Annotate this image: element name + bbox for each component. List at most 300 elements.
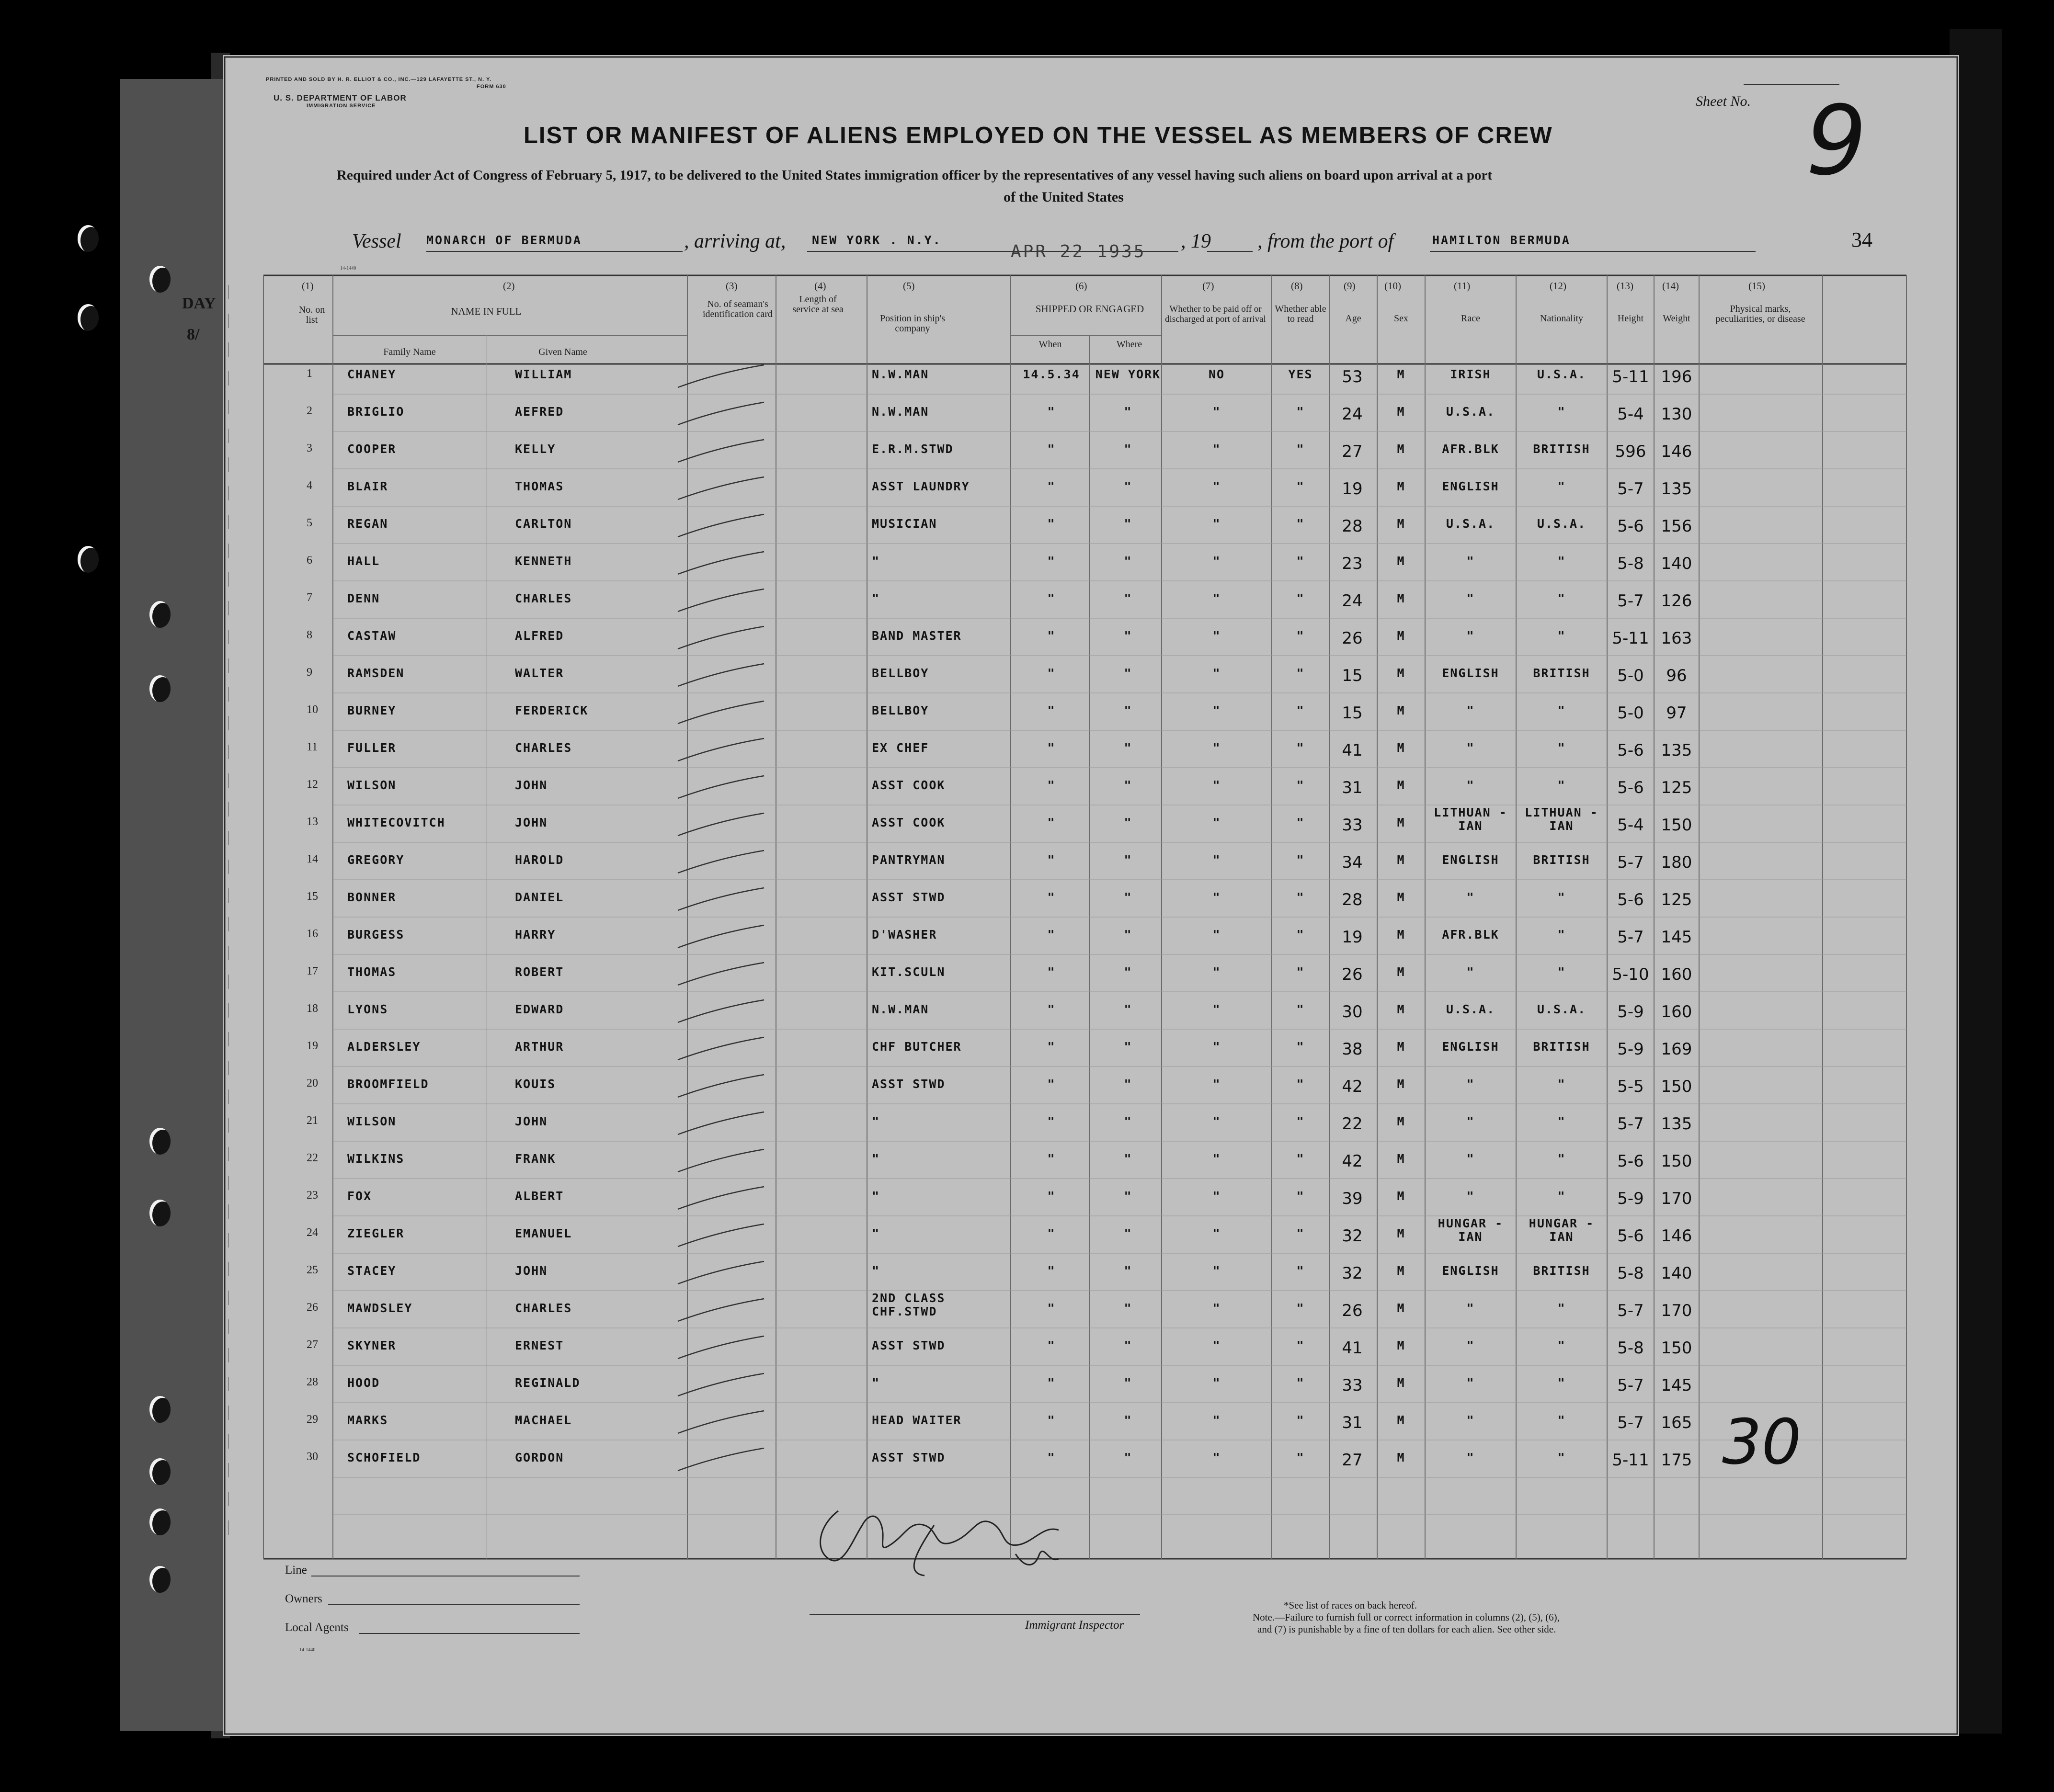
cell-given: ALFRED [515,629,564,643]
cell-no: 21 [307,1114,318,1127]
cell-where: " [1124,1301,1132,1315]
cell-position: N.W.MAN [872,405,929,419]
document-subtitle-line2: of the United States [1004,189,1124,205]
cell-nationality: " [1557,554,1566,568]
cell-paid: " [1212,816,1221,829]
cell-read: " [1296,1376,1305,1390]
cell-sex: M [1397,554,1405,568]
id-card-tick-mark [668,811,774,839]
cell-family: STACEY [347,1264,397,1278]
header-where: Where [1116,339,1142,350]
header-family-name: Family Name [383,347,436,357]
cell-height: 5-8 [1617,1338,1644,1358]
id-card-tick-mark [668,773,774,802]
cell-when: " [1047,1264,1056,1278]
cell-sex: M [1397,442,1405,456]
id-card-tick-mark [668,885,774,914]
cell-paid: " [1212,853,1221,867]
cell-when: " [1047,928,1056,941]
col-num-3: (3) [726,280,738,292]
id-card-tick-mark [668,587,774,615]
cell-where: " [1124,1040,1132,1054]
cell-height: 5-4 [1617,405,1644,424]
punch-hole [78,225,99,252]
tab-text-day-number: 8/ [187,326,200,343]
cell-weight: 135 [1661,1114,1692,1134]
cell-family: FOX [347,1189,372,1203]
cell-weight: 150 [1661,816,1692,835]
footer-owners-label: Owners [285,1592,322,1605]
cell-sex: M [1397,591,1405,605]
cell-no: 16 [307,928,318,940]
header-position: Position in ship's company [880,313,945,334]
cell-position: " [872,1264,880,1278]
cell-weight: 163 [1661,629,1692,648]
cell-race: " [1466,1077,1475,1091]
cell-read: " [1296,666,1305,680]
cell-paid: " [1212,479,1221,493]
cell-position: BAND MASTER [872,629,962,643]
cell-race: LITHUAN -IAN [1434,805,1507,833]
cell-position: ASST COOK [872,816,946,829]
cell-age: 34 [1342,853,1363,872]
cell-given: HAROLD [515,853,564,867]
col-num-2: (2) [503,280,515,292]
cell-sex: M [1397,1338,1405,1352]
id-card-tick-mark [668,1296,774,1325]
cell-weight: 150 [1661,1077,1692,1096]
cell-family: WILSON [347,778,397,792]
cell-read: " [1296,517,1305,531]
cell-race: " [1466,703,1475,717]
cell-paid: " [1212,703,1221,717]
cell-race: " [1466,965,1475,979]
cell-where: " [1124,1264,1132,1278]
cell-position: EX CHEF [872,741,929,755]
cell-where: " [1124,1451,1132,1464]
cell-race: " [1466,1413,1475,1427]
cell-where: " [1124,1413,1132,1427]
cell-weight: 96 [1666,666,1687,685]
cell-read: " [1296,1264,1305,1278]
cell-nationality: HUNGAR -IAN [1529,1216,1595,1244]
cell-weight: 135 [1661,741,1692,760]
footer-line-label: Line [285,1564,307,1577]
id-card-tick-mark [668,475,774,503]
cell-read: " [1296,1040,1305,1054]
cell-position: KIT.SCULN [872,965,946,979]
cell-when: " [1047,1152,1056,1166]
cell-given: ROBERT [515,965,564,979]
cell-nationality: " [1557,1413,1566,1427]
cell-age: 27 [1342,442,1363,461]
cell-when: " [1047,1189,1056,1203]
cell-position: HEAD WAITER [872,1413,962,1427]
cell-weight: 160 [1661,965,1692,984]
cell-read: " [1296,741,1305,755]
cell-age: 24 [1342,591,1363,611]
failure-note-line2: and (7) is punishable by a fine of ten dollars for each alien. See other side. [1257,1623,1556,1635]
cell-position: N.W.MAN [872,367,929,381]
document-subtitle-line1: Required under Act of Congress of February 5, 1917, to be delivered to the United States immigration officer by the representatives of any vessel having such aliens on board upon arrival at a port [337,168,1493,183]
cell-race: " [1466,554,1475,568]
cell-position: " [872,1376,880,1390]
cell-family: ALDERSLEY [347,1040,421,1054]
col-num-7: (7) [1202,280,1214,292]
cell-race: AFR.BLK [1442,928,1499,941]
cell-no: 28 [307,1376,318,1388]
cell-when: " [1047,1451,1056,1464]
cell-family: MARKS [347,1413,388,1427]
cell-age: 33 [1342,1376,1363,1395]
header-shipped-or-engaged: SHIPPED OR ENGAGED [1035,303,1144,315]
id-card-tick-mark [668,624,774,653]
id-card-tick-mark [668,736,774,765]
inspector-signature [810,1497,1107,1578]
id-card-tick-mark [668,1371,774,1400]
cell-where: " [1124,405,1132,419]
cell-paid: " [1212,1040,1221,1054]
cell-sex: M [1397,1152,1405,1166]
cell-height: 5-10 [1612,965,1649,984]
cell-family: WILSON [347,1114,397,1128]
header-weight: Weight [1663,313,1690,324]
cell-age: 32 [1342,1226,1363,1246]
cell-when: " [1047,816,1056,829]
cell-position: ASST STWD [872,890,946,904]
cell-sex: M [1397,1077,1405,1091]
id-card-tick-mark [668,549,774,578]
cell-where: " [1124,816,1132,829]
cell-weight: 125 [1661,778,1692,797]
total-count: 30 [1722,1406,1802,1478]
cell-read: " [1296,778,1305,792]
cell-age: 42 [1342,1152,1363,1171]
cell-position: MUSICIAN [872,517,937,531]
col-num-10: (10) [1384,280,1401,292]
underlying-page-tab [120,79,227,1731]
cell-when: " [1047,629,1056,643]
cell-given: THOMAS [515,479,564,493]
cell-family: SCHOFIELD [347,1451,421,1464]
cell-where: " [1124,1152,1132,1166]
cell-family: HALL [347,554,380,568]
cell-height: 5-11 [1612,629,1649,648]
cell-where: " [1124,1338,1132,1352]
cell-no: 14 [307,853,318,865]
cell-nationality: " [1557,1338,1566,1352]
cell-height: 5-4 [1617,816,1644,835]
cell-age: 28 [1342,890,1363,909]
cell-nationality: BRITISH [1533,1264,1590,1278]
cell-position: ASST COOK [872,778,946,792]
col-num-8: (8) [1291,280,1303,292]
cell-no: 18 [307,1002,318,1015]
cell-when: " [1047,1226,1056,1240]
cell-paid: " [1212,1451,1221,1464]
cell-read: " [1296,965,1305,979]
cell-position: ASST LAUNDRY [872,479,970,493]
cell-paid: " [1212,405,1221,419]
col-num-13: (13) [1617,280,1633,292]
cell-age: 26 [1342,1301,1363,1320]
cell-weight: 150 [1661,1152,1692,1171]
cell-paid: " [1212,741,1221,755]
cell-where: " [1124,741,1132,755]
cell-age: 31 [1342,778,1363,797]
arriving-label: , arriving at, [684,230,786,252]
cell-family: HOOD [347,1376,380,1390]
punch-hole [78,546,99,573]
cell-given: JOHN [515,1114,548,1128]
cell-paid: " [1212,666,1221,680]
cell-weight: 126 [1661,591,1692,611]
id-card-tick-mark [668,400,774,429]
id-card-tick-mark [668,1035,774,1064]
cell-read: " [1296,1189,1305,1203]
cell-sex: M [1397,367,1405,381]
punch-hole [149,1566,171,1593]
cell-position: " [872,1226,880,1240]
cell-where: " [1124,1002,1132,1016]
cell-paid: " [1212,1264,1221,1278]
cell-read: " [1296,591,1305,605]
cell-family: RAMSDEN [347,666,405,680]
cell-sex: M [1397,778,1405,792]
document-title: LIST OR MANIFEST OF ALIENS EMPLOYED ON THE VESSEL AS MEMBERS OF CREW [524,123,1553,148]
cell-family: REGAN [347,517,388,531]
cell-when: " [1047,741,1056,755]
cell-no: 9 [307,666,312,679]
cell-when: " [1047,1002,1056,1016]
cell-age: 15 [1342,666,1363,685]
cell-weight: 140 [1661,554,1692,573]
cell-where: " [1124,778,1132,792]
cell-where: " [1124,928,1132,941]
cell-when: " [1047,479,1056,493]
id-card-tick-mark [668,1446,774,1474]
cell-read: " [1296,1226,1305,1240]
cell-paid: " [1212,442,1221,456]
cell-age: 41 [1342,741,1363,760]
cell-race: " [1466,1114,1475,1128]
cell-height: 5-11 [1612,367,1649,386]
failure-note-line1: Note.—Failure to furnish full or correct information in columns (2), (5), (6), [1253,1611,1560,1623]
cell-position: N.W.MAN [872,1002,929,1016]
cell-no: 4 [307,479,312,492]
header-no-on-list: No. on list [298,305,325,325]
cell-paid: " [1212,1301,1221,1315]
cell-sex: M [1397,1413,1405,1427]
cell-given: GORDON [515,1451,564,1464]
cell-weight: 160 [1661,1002,1692,1021]
cell-nationality: U.S.A. [1537,1002,1586,1016]
header-name-in-full: NAME IN FULL [451,306,522,317]
cell-paid: " [1212,1152,1221,1166]
punch-hole [149,601,171,628]
cell-position: " [872,554,880,568]
service-name: IMMIGRATION SERVICE [307,103,376,109]
cell-read: " [1296,1152,1305,1166]
cell-family: BLAIR [347,479,388,493]
cell-position: D'WASHER [872,928,937,941]
header-race: Race [1461,313,1480,324]
cell-read: " [1296,1114,1305,1128]
cell-race: " [1466,1301,1475,1315]
departure-port: HAMILTON BERMUDA [1432,233,1571,247]
cell-height: 5-6 [1617,1226,1644,1246]
cell-given: KELLY [515,442,556,456]
cell-paid: " [1212,1376,1221,1390]
punch-hole [149,1508,171,1535]
cell-paid: NO [1208,367,1225,381]
cell-age: 39 [1342,1189,1363,1208]
cell-family: MAWDSLEY [347,1301,413,1315]
cell-height: 5-6 [1617,741,1644,760]
cell-weight: 146 [1661,442,1692,461]
header-given-name: Given Name [538,347,587,357]
cell-weight: 180 [1661,853,1692,872]
cell-nationality: " [1557,405,1566,419]
cell-weight: 165 [1661,1413,1692,1432]
sheet-number-label: Sheet No. [1696,93,1751,109]
cell-where: " [1124,1114,1132,1128]
cell-race: IRISH [1450,367,1491,381]
footer-form-code: 14-1440 [299,1647,316,1653]
id-card-tick-mark [668,960,774,989]
cell-no: 2 [307,405,312,417]
cell-when: " [1047,1413,1056,1427]
cell-family: FULLER [347,741,397,755]
id-card-tick-mark [668,1184,774,1213]
cell-given: WILLIAM [515,367,572,381]
cell-age: 15 [1342,703,1363,723]
cell-when: " [1047,1040,1056,1054]
col-num-15: (15) [1748,280,1765,292]
cell-when: " [1047,965,1056,979]
cell-height: 5-7 [1617,1376,1644,1395]
punch-hole [149,675,171,702]
cell-given: MACHAEL [515,1413,572,1427]
cell-position: BELLBOY [872,703,929,717]
id-card-tick-mark [668,1259,774,1288]
cell-read: " [1296,1413,1305,1427]
cell-given: ALBERT [515,1189,564,1203]
cell-race: U.S.A. [1446,405,1495,419]
cell-family: BRIGLIO [347,405,405,419]
cell-read: " [1296,890,1305,904]
cell-race: " [1466,1376,1475,1390]
cell-age: 27 [1342,1451,1363,1470]
cell-age: 38 [1342,1040,1363,1059]
cell-nationality: " [1557,1114,1566,1128]
cell-nationality: BRITISH [1533,666,1590,680]
cell-no: 19 [307,1040,318,1052]
cell-age: 26 [1342,629,1363,648]
cell-race: " [1466,1451,1475,1464]
cell-nationality: " [1557,479,1566,493]
cell-height: 5-7 [1617,928,1644,947]
header-paid-off: Whether to be paid off or discharged at port of arrival [1165,304,1266,324]
cell-nationality: U.S.A. [1537,367,1586,381]
form-number: FORM 630 [477,84,506,90]
cell-family: CASTAW [347,629,397,643]
cell-where: " [1124,479,1132,493]
cell-when: " [1047,405,1056,419]
cell-sex: M [1397,928,1405,941]
cell-no: 7 [307,591,312,604]
cell-sex: M [1397,853,1405,867]
department-name: U. S. DEPARTMENT OF LABOR [274,93,407,102]
cell-sex: M [1397,1451,1405,1464]
cell-position: " [872,1189,880,1203]
id-card-tick-mark [668,1072,774,1101]
cell-position: E.R.M.STWD [872,442,954,456]
cell-family: WHITECOVITCH [347,816,445,829]
cell-height: 5-7 [1617,479,1644,499]
header-length-of-service: Length of service at sea [792,294,844,315]
cell-sex: M [1397,703,1405,717]
cell-given: AEFRED [515,405,564,419]
cell-read: YES [1288,367,1313,381]
cell-where: " [1124,890,1132,904]
cell-race: AFR.BLK [1442,442,1499,456]
col-num-12: (12) [1550,280,1566,292]
cell-given: CHARLES [515,591,572,605]
vessel-label: Vessel [352,230,401,252]
cell-no: 11 [307,741,318,753]
cell-position: PANTRYMAN [872,853,946,867]
cell-given: FRANK [515,1152,556,1166]
cell-weight: 169 [1661,1040,1692,1059]
cell-no: 1 [307,367,312,380]
cell-position: ASST STWD [872,1077,946,1091]
cell-given: CHARLES [515,1301,572,1315]
cell-where: " [1124,1077,1132,1091]
cell-when: " [1047,1338,1056,1352]
cell-read: " [1296,703,1305,717]
cell-read: " [1296,1077,1305,1091]
cell-sex: M [1397,1376,1405,1390]
cell-sex: M [1397,1040,1405,1054]
cell-age: 23 [1342,554,1363,573]
cell-no: 27 [307,1338,318,1351]
cell-age: 28 [1342,517,1363,536]
cell-age: 42 [1342,1077,1363,1096]
punch-hole [149,1396,171,1423]
manifest-sheet [223,55,1959,1736]
cell-where: " [1124,554,1132,568]
cell-family: CHANEY [347,367,397,381]
cell-position: ASST STWD [872,1338,946,1352]
cell-paid: " [1212,965,1221,979]
cell-paid: " [1212,517,1221,531]
cell-family: THOMAS [347,965,397,979]
footer-local-agents-label: Local Agents [285,1621,349,1634]
races-note: *See list of races on back hereof. [1284,1599,1417,1611]
id-card-tick-mark [668,512,774,541]
id-card-tick-mark [668,998,774,1026]
cell-where: " [1124,442,1132,456]
id-card-tick-mark [668,699,774,727]
cell-race: ENGLISH [1442,1040,1499,1054]
cell-age: 19 [1342,928,1363,947]
page-number: 34 [1851,228,1872,251]
cell-paid: " [1212,1002,1221,1016]
id-card-tick-mark [668,1222,774,1250]
cell-read: " [1296,629,1305,643]
cell-race: ENGLISH [1442,666,1499,680]
